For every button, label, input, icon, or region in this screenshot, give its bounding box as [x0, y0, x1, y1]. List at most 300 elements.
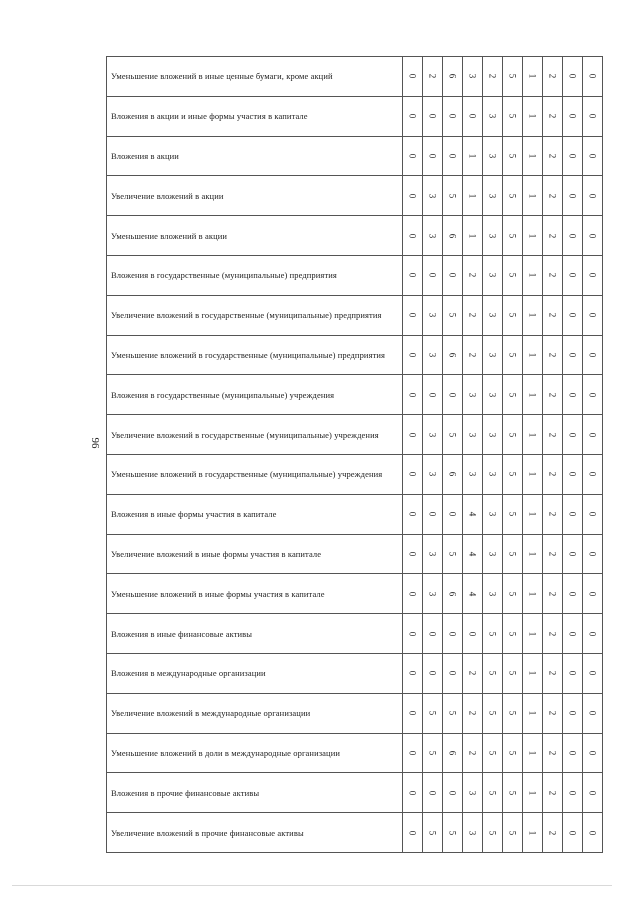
- code-digit: 2: [467, 273, 478, 278]
- code-digit: 3: [487, 472, 498, 477]
- code-digit: 6: [447, 233, 458, 238]
- code-digit-cell: [583, 375, 603, 415]
- code-digit-cell: [563, 216, 583, 256]
- code-digit-cell: [423, 614, 443, 654]
- code-digit-cell: [423, 494, 443, 534]
- code-digit: 5: [507, 511, 518, 517]
- code-digit: 1: [527, 591, 538, 596]
- code-digit: 5: [507, 750, 518, 756]
- code-digit-cell: [563, 813, 583, 853]
- code-digit: 5: [447, 432, 458, 437]
- code-digit-cell: [443, 96, 463, 136]
- table-row: [107, 574, 603, 614]
- code-digit-cell: [463, 57, 483, 97]
- row-label: Уменьшение вложений в государственные (муниципальные) учреждения: [111, 469, 383, 480]
- code-digit-cell: [563, 773, 583, 813]
- row-label-cell: [107, 295, 403, 335]
- row-label-cell: [107, 454, 403, 494]
- code-digit: 5: [487, 790, 498, 795]
- code-digit-cell: [583, 57, 603, 97]
- code-digit: 5: [487, 710, 498, 716]
- code-digit-cell: [463, 733, 483, 773]
- code-digit: 0: [407, 631, 418, 636]
- row-label-cell: [107, 614, 403, 654]
- code-digit: 5: [507, 113, 518, 119]
- code-digit: 3: [427, 591, 438, 596]
- code-digit: 0: [567, 551, 578, 557]
- code-digit: 3: [487, 312, 498, 318]
- code-digit-cell: [543, 534, 563, 574]
- row-label-cell: [107, 57, 403, 97]
- code-digit-cell: [503, 813, 523, 853]
- code-digit: 0: [567, 352, 578, 358]
- code-digit: 3: [487, 591, 498, 596]
- code-digit: 5: [447, 312, 458, 318]
- code-digit: 0: [407, 830, 418, 835]
- code-digit: 6: [447, 352, 458, 358]
- row-label: Уменьшение вложений в иные формы участия в капитале: [111, 588, 325, 599]
- code-digit-cell: [403, 534, 423, 574]
- codes-table-body: [107, 57, 603, 853]
- row-label-cell: [107, 813, 403, 853]
- table-row: [107, 534, 603, 574]
- code-digit-cell: [563, 574, 583, 614]
- code-digit: 3: [427, 472, 438, 477]
- code-digit-cell: [443, 614, 463, 654]
- code-digit: 3: [487, 153, 498, 159]
- code-digit: 1: [527, 392, 538, 398]
- table-row: [107, 255, 603, 295]
- row-label-cell: [107, 96, 403, 136]
- code-digit-cell: [403, 733, 423, 773]
- code-digit: 0: [567, 472, 578, 477]
- code-digit: 0: [447, 511, 458, 517]
- code-digit-cell: [483, 773, 503, 813]
- code-digit-cell: [443, 136, 463, 176]
- code-digit-cell: [443, 534, 463, 574]
- code-digit-cell: [403, 255, 423, 295]
- code-digit: 0: [567, 432, 578, 437]
- code-digit-cell: [523, 295, 543, 335]
- row-label: Увеличение вложений в иные формы участия в капитале: [111, 548, 322, 559]
- code-digit: 0: [567, 312, 578, 318]
- code-digit-cell: [563, 57, 583, 97]
- code-digit: 1: [527, 312, 538, 318]
- code-digit: 3: [487, 392, 498, 398]
- code-digit: 0: [587, 750, 598, 756]
- code-digit-cell: [543, 216, 563, 256]
- code-digit-cell: [423, 415, 443, 455]
- row-label: Увеличение вложений в государственные (муниципальные) учреждения: [111, 429, 379, 440]
- code-digit-cell: [583, 813, 603, 853]
- table-row: [107, 813, 603, 853]
- code-digit: 1: [527, 432, 538, 437]
- code-digit: 0: [587, 392, 598, 398]
- code-digit: 0: [447, 392, 458, 398]
- code-digit: 5: [507, 312, 518, 318]
- code-digit-cell: [583, 216, 603, 256]
- code-digit: 3: [427, 551, 438, 557]
- code-digit: 0: [567, 153, 578, 159]
- code-digit: 1: [527, 74, 538, 79]
- code-digit-cell: [563, 255, 583, 295]
- code-digit-cell: [543, 454, 563, 494]
- code-digit: 5: [507, 671, 518, 676]
- code-digit-cell: [583, 176, 603, 216]
- code-digit: 0: [567, 790, 578, 795]
- code-digit-cell: [523, 375, 543, 415]
- code-digit-cell: [423, 574, 443, 614]
- row-label-cell: [107, 494, 403, 534]
- code-digit: 0: [587, 830, 598, 835]
- code-digit: 5: [447, 193, 458, 199]
- table-row: [107, 375, 603, 415]
- code-digit-cell: [463, 494, 483, 534]
- row-label: Вложения в государственные (муниципальные) предприятия: [111, 270, 337, 281]
- code-digit: 2: [487, 74, 498, 79]
- code-digit: 2: [547, 511, 558, 517]
- code-digit-cell: [463, 96, 483, 136]
- codes-table-wrapper: [106, 56, 598, 853]
- code-digit: 0: [447, 631, 458, 636]
- code-digit-cell: [503, 96, 523, 136]
- code-digit: 0: [587, 113, 598, 119]
- table-row: [107, 773, 603, 813]
- code-digit-cell: [463, 813, 483, 853]
- code-digit-cell: [523, 574, 543, 614]
- code-digit-cell: [523, 534, 543, 574]
- row-label-cell: [107, 216, 403, 256]
- code-digit-cell: [403, 813, 423, 853]
- code-digit-cell: [563, 614, 583, 654]
- code-digit-cell: [563, 653, 583, 693]
- code-digit-cell: [463, 614, 483, 654]
- code-digit-cell: [423, 96, 443, 136]
- code-digit-cell: [403, 136, 423, 176]
- code-digit-cell: [523, 96, 543, 136]
- code-digit-cell: [583, 693, 603, 733]
- code-digit: 1: [527, 153, 538, 159]
- code-digit-cell: [563, 176, 583, 216]
- code-digit-cell: [423, 57, 443, 97]
- code-digit-cell: [523, 733, 543, 773]
- code-digit-cell: [443, 375, 463, 415]
- code-digit: 0: [427, 392, 438, 398]
- code-digit-cell: [583, 733, 603, 773]
- code-digit-cell: [483, 653, 503, 693]
- code-digit: 5: [507, 472, 518, 477]
- row-label: Вложения в акции и иные формы участия в капитале: [111, 111, 308, 122]
- code-digit-cell: [403, 216, 423, 256]
- code-digit-cell: [503, 534, 523, 574]
- code-digit: 1: [527, 671, 538, 676]
- code-digit-cell: [543, 733, 563, 773]
- table-row: [107, 415, 603, 455]
- row-label-cell: [107, 574, 403, 614]
- page-footer-line: [12, 885, 612, 886]
- code-digit-cell: [563, 295, 583, 335]
- code-digit-cell: [423, 773, 443, 813]
- code-digit-cell: [443, 57, 463, 97]
- code-digit-cell: [583, 136, 603, 176]
- code-digit-cell: [443, 335, 463, 375]
- code-digit-cell: [443, 295, 463, 335]
- table-row: [107, 653, 603, 693]
- code-digit: 5: [507, 352, 518, 358]
- code-digit: 3: [427, 233, 438, 238]
- code-digit: 0: [587, 710, 598, 716]
- code-digit-cell: [443, 813, 463, 853]
- code-digit: 0: [407, 74, 418, 79]
- code-digit-cell: [463, 773, 483, 813]
- code-digit-cell: [483, 415, 503, 455]
- code-digit: 0: [587, 273, 598, 278]
- code-digit-cell: [583, 255, 603, 295]
- code-digit: 5: [507, 392, 518, 398]
- code-digit: 1: [527, 631, 538, 636]
- code-digit-cell: [483, 57, 503, 97]
- code-digit: 0: [587, 790, 598, 795]
- code-digit: 2: [547, 472, 558, 477]
- table-row: [107, 614, 603, 654]
- code-digit-cell: [443, 574, 463, 614]
- code-digit-cell: [563, 415, 583, 455]
- code-digit: 1: [527, 790, 538, 795]
- row-label-cell: [107, 375, 403, 415]
- code-digit-cell: [483, 96, 503, 136]
- row-label: Уменьшение вложений в акции: [111, 230, 228, 241]
- code-digit: 0: [427, 113, 438, 119]
- code-digit-cell: [563, 335, 583, 375]
- code-digit-cell: [423, 693, 443, 733]
- code-digit: 0: [567, 113, 578, 119]
- code-digit: 0: [567, 671, 578, 676]
- code-digit-cell: [423, 335, 443, 375]
- code-digit: 2: [547, 710, 558, 716]
- table-row: [107, 733, 603, 773]
- code-digit-cell: [483, 295, 503, 335]
- code-digit-cell: [583, 653, 603, 693]
- code-digit: 0: [407, 352, 418, 358]
- code-digit-cell: [543, 335, 563, 375]
- code-digit: 0: [567, 710, 578, 716]
- code-digit-cell: [463, 335, 483, 375]
- code-digit: 0: [407, 591, 418, 596]
- code-digit-cell: [543, 415, 563, 455]
- code-digit: 0: [407, 511, 418, 517]
- code-digit: 2: [547, 273, 558, 278]
- row-label-cell: [107, 415, 403, 455]
- code-digit: 3: [487, 432, 498, 437]
- code-digit: 0: [587, 472, 598, 477]
- code-digit: 5: [507, 631, 518, 636]
- code-digit-cell: [403, 176, 423, 216]
- code-digit: 2: [547, 750, 558, 756]
- row-label-cell: [107, 733, 403, 773]
- code-digit: 0: [427, 631, 438, 636]
- code-digit: 3: [467, 830, 478, 835]
- code-digit-cell: [483, 176, 503, 216]
- code-digit-cell: [523, 773, 543, 813]
- code-digit-cell: [543, 813, 563, 853]
- code-digit: 0: [567, 74, 578, 79]
- code-digit: 0: [587, 74, 598, 79]
- code-digit: 5: [427, 830, 438, 835]
- code-digit: 5: [507, 273, 518, 278]
- code-digit: 3: [487, 113, 498, 119]
- code-digit-cell: [563, 96, 583, 136]
- code-digit-cell: [483, 693, 503, 733]
- code-digit-cell: [423, 176, 443, 216]
- code-digit-cell: [583, 96, 603, 136]
- code-digit-cell: [443, 454, 463, 494]
- code-digit: 2: [467, 352, 478, 358]
- code-digit: 5: [447, 830, 458, 835]
- code-digit: 0: [567, 591, 578, 596]
- code-digit: 0: [447, 113, 458, 119]
- code-digit-cell: [543, 295, 563, 335]
- code-digit: 3: [427, 352, 438, 358]
- table-row: [107, 176, 603, 216]
- code-digit-cell: [503, 494, 523, 534]
- code-digit: 4: [467, 591, 478, 596]
- code-digit: 2: [467, 671, 478, 676]
- code-digit-cell: [503, 415, 523, 455]
- table-row: [107, 494, 603, 534]
- row-label: Увеличение вложений в государственные (муниципальные) предприятия: [111, 310, 382, 321]
- code-digit: 5: [487, 830, 498, 835]
- code-digit: 0: [407, 233, 418, 238]
- table-row: [107, 96, 603, 136]
- code-digit: 2: [547, 113, 558, 119]
- code-digit-cell: [443, 653, 463, 693]
- code-digit-cell: [503, 733, 523, 773]
- code-digit: 6: [447, 74, 458, 79]
- code-digit: 1: [527, 472, 538, 477]
- code-digit: 3: [427, 193, 438, 199]
- code-digit: 5: [487, 671, 498, 676]
- code-digit-cell: [403, 773, 423, 813]
- table-row: [107, 335, 603, 375]
- code-digit: 0: [567, 750, 578, 756]
- code-digit-cell: [523, 216, 543, 256]
- code-digit: 0: [427, 790, 438, 795]
- code-digit: 0: [407, 750, 418, 756]
- code-digit: 0: [587, 671, 598, 676]
- code-digit-cell: [463, 295, 483, 335]
- code-digit: 2: [427, 74, 438, 79]
- code-digit: 4: [467, 511, 478, 517]
- code-digit-cell: [463, 693, 483, 733]
- code-digit: 2: [467, 750, 478, 756]
- code-digit-cell: [463, 415, 483, 455]
- code-digit-cell: [403, 335, 423, 375]
- code-digit: 0: [427, 273, 438, 278]
- code-digit-cell: [483, 335, 503, 375]
- row-label: Уменьшение вложений в государственные (муниципальные) предприятия: [111, 349, 386, 360]
- code-digit: 0: [567, 193, 578, 199]
- code-digit-cell: [423, 295, 443, 335]
- code-digit-cell: [483, 733, 503, 773]
- code-digit-cell: [563, 494, 583, 534]
- code-digit-cell: [423, 375, 443, 415]
- code-digit-cell: [583, 415, 603, 455]
- row-label-cell: [107, 136, 403, 176]
- code-digit-cell: [523, 335, 543, 375]
- code-digit: 0: [407, 710, 418, 716]
- code-digit: 2: [547, 551, 558, 557]
- code-digit-cell: [583, 574, 603, 614]
- code-digit-cell: [543, 375, 563, 415]
- code-digit: 5: [487, 631, 498, 636]
- code-digit-cell: [523, 693, 543, 733]
- code-digit: 5: [507, 591, 518, 596]
- code-digit: 0: [427, 511, 438, 517]
- code-digit-cell: [503, 255, 523, 295]
- code-digit-cell: [543, 96, 563, 136]
- code-digit: 3: [487, 551, 498, 557]
- code-digit-cell: [503, 335, 523, 375]
- row-label-cell: [107, 335, 403, 375]
- code-digit-cell: [443, 773, 463, 813]
- code-digit-cell: [563, 534, 583, 574]
- code-digit-cell: [523, 255, 543, 295]
- code-digit-cell: [403, 574, 423, 614]
- code-digit-cell: [543, 653, 563, 693]
- code-digit-cell: [483, 614, 503, 654]
- code-digit-cell: [443, 733, 463, 773]
- code-digit-cell: [423, 216, 443, 256]
- code-digit-cell: [503, 693, 523, 733]
- row-label: Уменьшение вложений в иные ценные бумаги, кроме акций: [111, 71, 333, 82]
- code-digit-cell: [403, 57, 423, 97]
- code-digit-cell: [483, 574, 503, 614]
- code-digit: 0: [567, 392, 578, 398]
- table-row: [107, 136, 603, 176]
- code-digit: 5: [507, 153, 518, 159]
- code-digit: 2: [547, 312, 558, 318]
- code-digit: 0: [567, 233, 578, 238]
- code-digit-cell: [463, 534, 483, 574]
- code-digit: 3: [487, 511, 498, 517]
- table-row: [107, 454, 603, 494]
- code-digit: 0: [587, 312, 598, 318]
- code-digit-cell: [483, 216, 503, 256]
- table-row: [107, 295, 603, 335]
- code-digit-cell: [463, 176, 483, 216]
- code-digit: 2: [467, 312, 478, 318]
- code-digit: 0: [407, 153, 418, 159]
- row-label-cell: [107, 176, 403, 216]
- code-digit: 0: [587, 193, 598, 199]
- table-row: [107, 57, 603, 97]
- code-digit-cell: [523, 136, 543, 176]
- code-digit-cell: [403, 454, 423, 494]
- row-label: Вложения в международные организации: [111, 668, 266, 679]
- code-digit-cell: [583, 614, 603, 654]
- code-digit-cell: [423, 534, 443, 574]
- code-digit: 5: [507, 193, 518, 199]
- code-digit: 3: [467, 472, 478, 477]
- code-digit: 3: [427, 312, 438, 318]
- code-digit: 0: [587, 511, 598, 517]
- code-digit: 0: [447, 790, 458, 795]
- code-digit: 2: [547, 830, 558, 835]
- code-digit-cell: [563, 693, 583, 733]
- code-digit-cell: [543, 574, 563, 614]
- code-digit-cell: [463, 136, 483, 176]
- code-digit-cell: [463, 574, 483, 614]
